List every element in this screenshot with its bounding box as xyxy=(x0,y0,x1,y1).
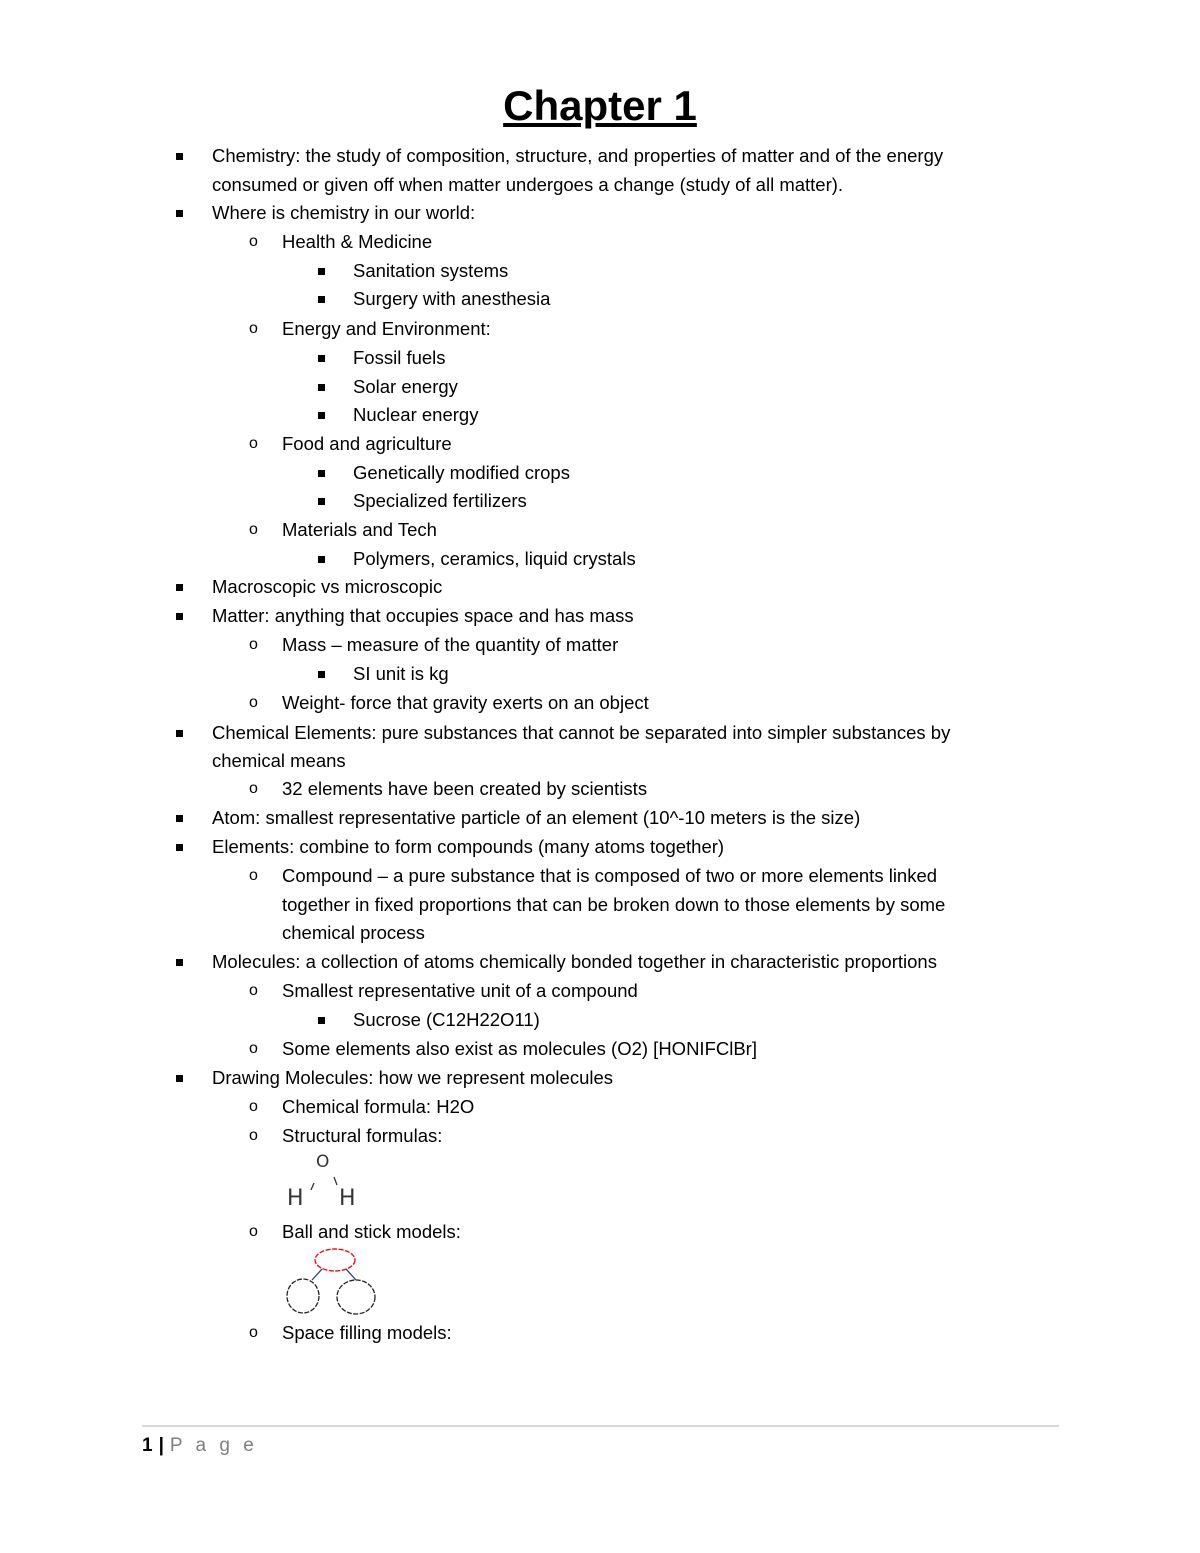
list-item-text: Smallest representative unit of a compound xyxy=(282,980,638,1001)
hydrogen-atom-left-label: H xyxy=(287,1186,304,1211)
circle-bullet-icon: o xyxy=(249,982,258,999)
hydrogen-ball-left xyxy=(287,1279,319,1313)
list-item-text: consumed or given off when matter undergoes a change (study of all matter). xyxy=(212,174,844,195)
circle-bullet-icon: o xyxy=(249,1098,258,1115)
list-item-text: Fossil fuels xyxy=(353,347,446,368)
list-item-text: together in fixed proportions that can be broken down to those elements by some xyxy=(282,894,946,915)
square-bullet-icon xyxy=(176,721,183,737)
square-bullet-icon xyxy=(176,1066,183,1082)
list-item-text: chemical means xyxy=(212,750,346,771)
circle-bullet-icon: o xyxy=(249,1223,258,1240)
list-item-text: Chemistry: the study of composition, structure, and properties of matter and of the energy xyxy=(212,145,944,166)
footer-divider xyxy=(142,1425,1059,1427)
square-bullet-icon xyxy=(318,403,325,419)
list-item-text: Ball and stick models: xyxy=(282,1221,461,1242)
list-item-text: Structural formulas: xyxy=(282,1125,443,1146)
list-item-text: Molecules: a collection of atoms chemically bonded together in characteristic proportions xyxy=(212,951,937,972)
list-item-text: Chemical Elements: pure substances that cannot be separated into simpler substances by xyxy=(212,722,951,743)
square-bullet-icon xyxy=(318,375,325,391)
list-item-text: 32 elements have been created by scientists xyxy=(282,778,648,799)
list-item-text: Specialized fertilizers xyxy=(353,490,527,511)
square-bullet-icon xyxy=(176,806,183,822)
stick-left xyxy=(312,1269,322,1280)
square-bullet-icon xyxy=(176,950,183,966)
square-bullet-icon xyxy=(318,489,325,505)
circle-bullet-icon: o xyxy=(249,1127,258,1144)
hydrogen-ball-right xyxy=(337,1280,375,1314)
circle-bullet-icon: o xyxy=(249,521,258,538)
list-item-text: Sucrose (C12H22O11) xyxy=(353,1009,540,1030)
square-bullet-icon xyxy=(318,287,325,303)
square-bullet-icon xyxy=(318,1008,325,1024)
circle-bullet-icon: o xyxy=(249,1040,258,1057)
circle-bullet-icon: o xyxy=(249,867,258,884)
circle-bullet-icon: o xyxy=(249,233,258,250)
list-item-text: Surgery with anesthesia xyxy=(353,288,551,309)
list-item-text: Polymers, ceramics, liquid crystals xyxy=(353,548,636,569)
circle-bullet-icon: o xyxy=(249,435,258,452)
list-item-text: Food and agriculture xyxy=(282,433,452,454)
square-bullet-icon xyxy=(318,346,325,362)
bond-right xyxy=(334,1177,337,1185)
list-item-text: Health & Medicine xyxy=(282,231,433,252)
list-item-text: Elements: combine to form compounds (many atoms together) xyxy=(212,836,725,857)
square-bullet-icon xyxy=(176,575,183,591)
square-bullet-icon xyxy=(318,461,325,477)
footer-separator: | xyxy=(158,1435,164,1456)
hydrogen-atom-right-label: H xyxy=(339,1186,356,1211)
circle-bullet-icon: o xyxy=(249,636,258,653)
list-item-text: Compound – a pure substance that is composed of two or more elements linked xyxy=(282,865,938,886)
list-item-text: Macroscopic vs microscopic xyxy=(212,576,443,597)
square-bullet-icon xyxy=(318,547,325,563)
list-item-text: Chemical formula: H2O xyxy=(282,1096,475,1117)
list-item-text: Some elements also exist as molecules (O2) [HONIFClBr] xyxy=(282,1038,757,1059)
oxygen-atom-label: O xyxy=(316,1152,330,1172)
page-number: 1 xyxy=(142,1435,153,1456)
square-bullet-icon xyxy=(176,835,183,851)
stick-right xyxy=(346,1269,356,1280)
ball-and-stick-drawing xyxy=(280,1244,385,1318)
square-bullet-icon xyxy=(176,604,183,620)
list-item-text: Sanitation systems xyxy=(353,260,509,281)
list-item-text: Materials and Tech xyxy=(282,519,437,540)
page-title: Chapter 1 xyxy=(503,82,697,129)
list-item-text: Matter: anything that occupies space and has mass xyxy=(212,605,634,626)
square-bullet-icon xyxy=(318,662,325,678)
list-item-text: Space filling models: xyxy=(282,1322,452,1343)
list-item-text: Genetically modified crops xyxy=(353,462,570,483)
square-bullet-icon xyxy=(318,259,325,275)
list-item-text: Energy and Environment: xyxy=(282,318,491,339)
list-item-text: Mass – measure of the quantity of matter xyxy=(282,634,619,655)
structural-formula-drawing xyxy=(282,1150,372,1212)
list-item-text: Drawing Molecules: how we represent molecules xyxy=(212,1067,614,1088)
circle-bullet-icon: o xyxy=(249,320,258,337)
list-item-text: SI unit is kg xyxy=(353,663,449,684)
list-item-text: Weight- force that gravity exerts on an object xyxy=(282,692,649,713)
list-item-text: Solar energy xyxy=(353,376,458,397)
oxygen-ball xyxy=(315,1249,355,1271)
square-bullet-icon xyxy=(176,144,183,160)
page-footer xyxy=(142,1434,258,1458)
circle-bullet-icon: o xyxy=(249,694,258,711)
list-item-text: Where is chemistry in our world: xyxy=(212,202,476,223)
circle-bullet-icon: o xyxy=(249,780,258,797)
square-bullet-icon xyxy=(176,201,183,217)
list-item-text: chemical process xyxy=(282,922,425,943)
list-item-text: Nuclear energy xyxy=(353,404,479,425)
list-item-text: Atom: smallest representative particle of an element (10^-10 meters is the size) xyxy=(212,807,861,828)
page-label: P a g e xyxy=(169,1435,258,1456)
circle-bullet-icon: o xyxy=(249,1324,258,1341)
bond-left xyxy=(311,1183,314,1190)
